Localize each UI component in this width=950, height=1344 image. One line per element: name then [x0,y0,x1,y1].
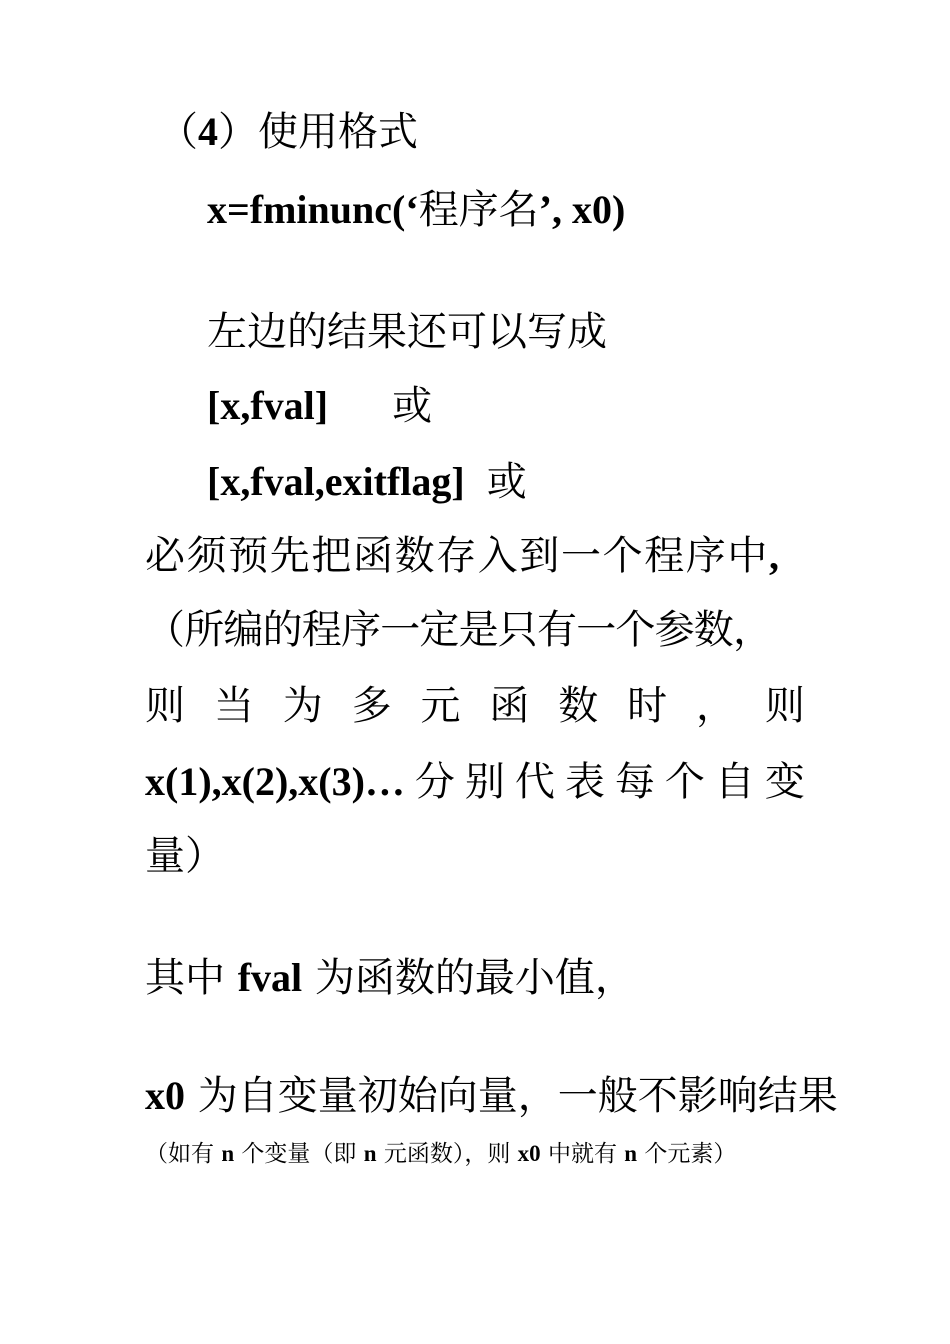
alt-form-1 [207,383,433,429]
footnote-part: 中就有 [540,1141,625,1167]
para-line-1-comma: , [769,533,781,578]
formula-suffix: ’, x0) [538,187,626,232]
para-line-4-char: 变 [764,759,805,805]
para-line-3-char: 数 [558,683,599,729]
footnote-part: （如有 [145,1141,222,1167]
fval-pre: 其中 [145,955,238,1001]
para-line-4-char: 表 [564,759,605,805]
heading-text: ）使用格式 [218,109,418,155]
section-heading [158,109,418,155]
footnote-part: 个变量（即 [234,1141,364,1167]
para-line-4-code: x(1),x(2),x(3)… [145,759,405,804]
x0-post: 为自变量初始向量，一般不影响结果 [185,1073,838,1119]
para-line-3-char: 元 [420,683,461,729]
fval-post: 为函数的最小值， [302,955,635,1001]
x0-description [145,1073,838,1119]
x0-code: x0 [145,1073,185,1118]
footnote-n: n [363,1141,377,1166]
para-line-3-char: ， [696,683,736,729]
para-line-3 [145,683,805,729]
para-line-3-char: 则 [145,683,185,729]
para-line-3-char: 为 [282,683,323,729]
footnote-part: 元函数），则 [376,1141,518,1167]
alt-form-2 [207,459,527,505]
footnote-n: n [221,1141,235,1166]
fval-code: fval [237,955,303,1000]
fval-description [145,955,635,1001]
para-line-4-char: 自 [714,759,755,805]
x0-footnote [145,1142,736,1166]
para-line-1-text: 必须预先把函数存入到一个程序中 [145,533,769,579]
footnote-x0: x0 [517,1141,541,1166]
formula-line [207,187,626,233]
formula-prefix: x=fminunc(‘ [207,187,419,232]
para-line-4-char: 个 [664,759,705,805]
para-line-5: 量） [145,833,225,879]
footnote-part: 个元素） [637,1141,737,1167]
para-line-2: （所编的程序一定是只有一个参数， [145,607,773,653]
para-line-3-char: 时 [627,683,668,729]
para-line-4 [145,759,805,805]
para-line-4-char: 每 [614,759,655,805]
para-line-3-char: 则 [764,683,805,729]
alt-form-1-or: 或 [392,383,433,429]
alt-form-1-code: [x,fval] [207,383,329,428]
para-line-3-char: 函 [489,683,530,729]
para-line-4-char: 别 [464,759,505,805]
para-line-3-char: 当 [213,683,254,729]
alt-form-2-code: [x,fval,exitflag] [207,459,465,504]
para-line-1 [145,533,781,579]
heading-open-paren: （ [158,109,198,155]
formula-program-name: 程序名 [418,187,539,233]
para-line-3-char: 多 [351,683,392,729]
footnote-n: n [624,1141,638,1166]
heading-number: 4 [198,109,218,154]
note-output-forms: 左边的结果还可以写成 [207,309,607,355]
alt-form-2-or: 或 [486,459,527,505]
para-line-4-char: 代 [514,759,555,805]
para-line-4-char: 分 [414,759,455,805]
